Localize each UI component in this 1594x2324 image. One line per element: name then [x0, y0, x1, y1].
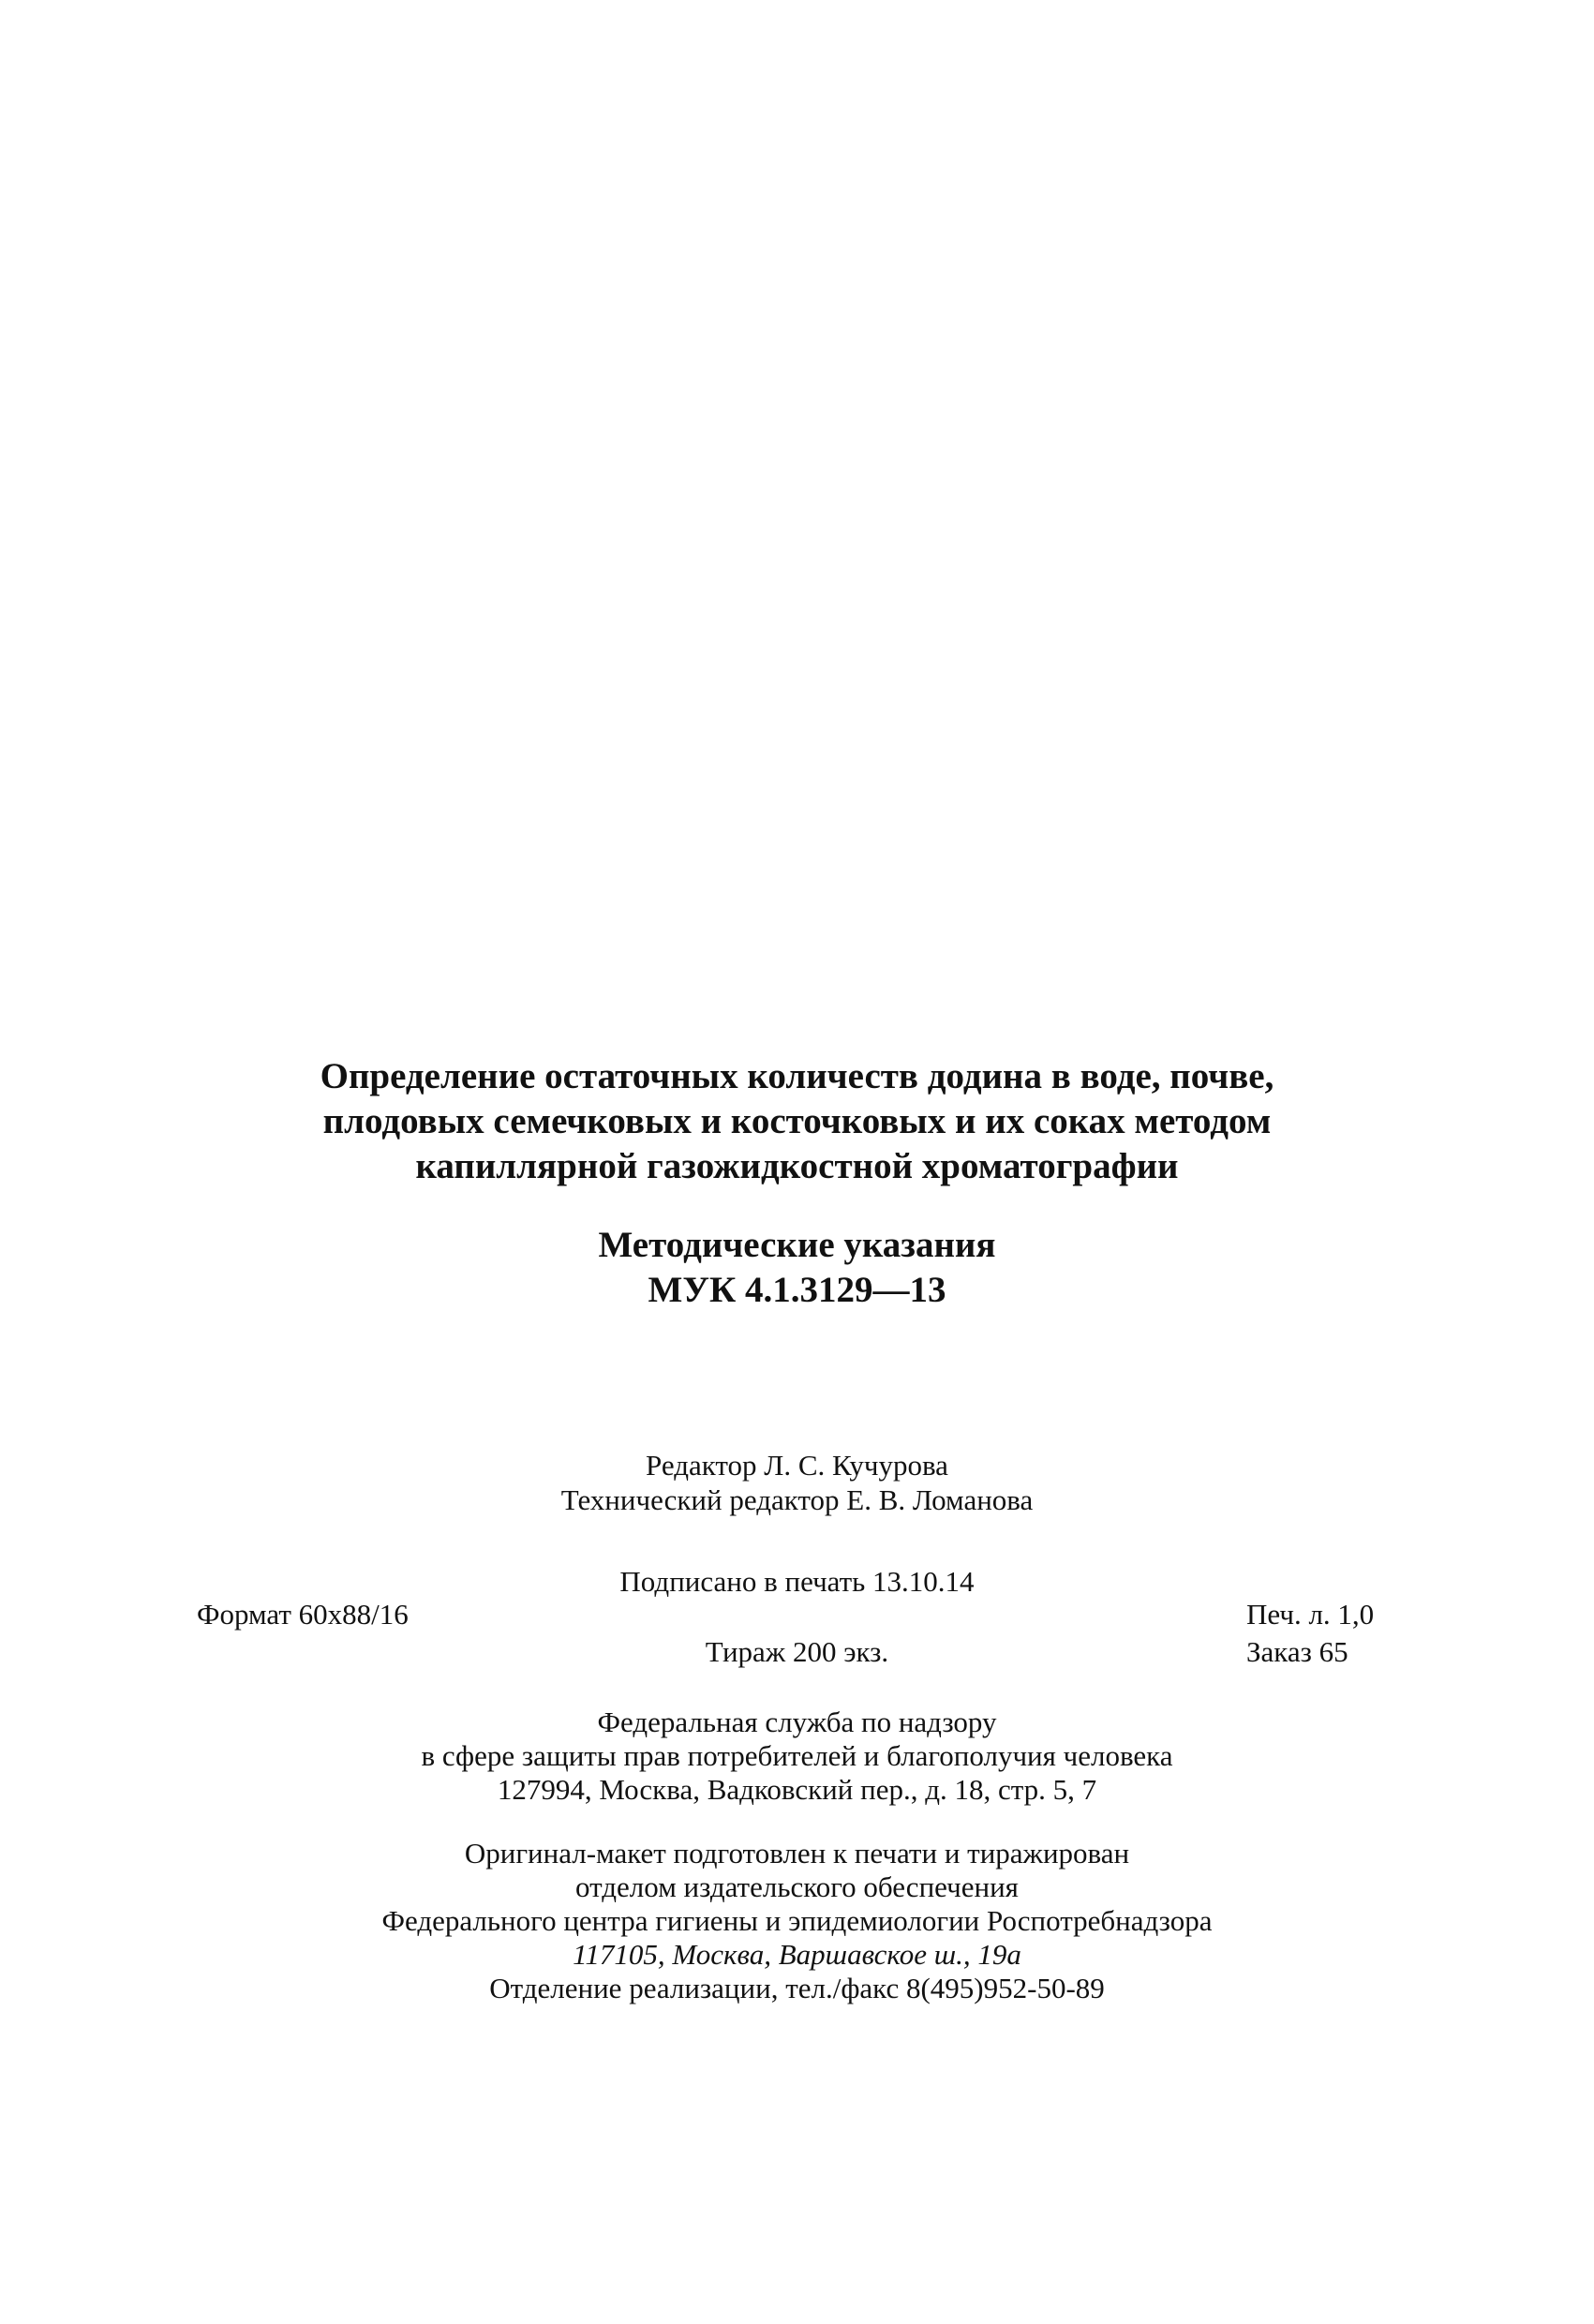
circulation: Тираж 200 экз.	[705, 1635, 889, 1668]
title-line-1: Определение остаточных количеств додина в воде, почве,	[320, 1056, 1274, 1096]
order-number: Заказ 65	[1246, 1635, 1348, 1668]
agency-address: 127994, Москва, Вадковский пер., д. 18, стр. 5, 7	[497, 1773, 1097, 1806]
publisher-info	[0, 1837, 1594, 2005]
publisher-line-2: отделом издательского обеспечения	[575, 1870, 1019, 1903]
format: Формат 60x88/16	[197, 1598, 409, 1631]
agency-info	[0, 1706, 1594, 1807]
publisher-address: 117105, Москва, Варшавское ш., 19а	[573, 1938, 1021, 1971]
credits	[0, 1448, 1594, 1517]
title-line-2: плодовых семечковых и косточковых и их соках методом	[322, 1101, 1272, 1141]
title-line-3: капиллярной газожидкостной хроматографии	[415, 1146, 1179, 1186]
tech-editor: Технический редактор Е. В. Ломанова	[560, 1483, 1034, 1516]
document-title	[0, 1054, 1594, 1189]
signed-date: Подписано в печать 13.10.14	[619, 1565, 975, 1598]
publisher-line-3: Федерального центра гигиены и эпидемиологии Роспотребнадзора	[381, 1904, 1213, 1937]
document-subtitle	[0, 1223, 1594, 1313]
sales-contact: Отделение реализации, тел./факс 8(495)952-50-89	[489, 1972, 1105, 2004]
publisher-line-1: Оригинал-макет подготовлен к печати и тиражирован	[464, 1837, 1130, 1870]
print-sheets: Печ. л. 1,0	[1246, 1598, 1375, 1631]
editor: Редактор Л. С. Кучурова	[646, 1449, 948, 1482]
agency-line-1: Федеральная служба по надзору	[597, 1706, 997, 1738]
agency-line-2: в сфере защиты прав потребителей и благополучия человека	[421, 1739, 1173, 1772]
document-kind: Методические указания	[598, 1225, 996, 1265]
document-code: МУК 4.1.3129—13	[648, 1270, 946, 1310]
